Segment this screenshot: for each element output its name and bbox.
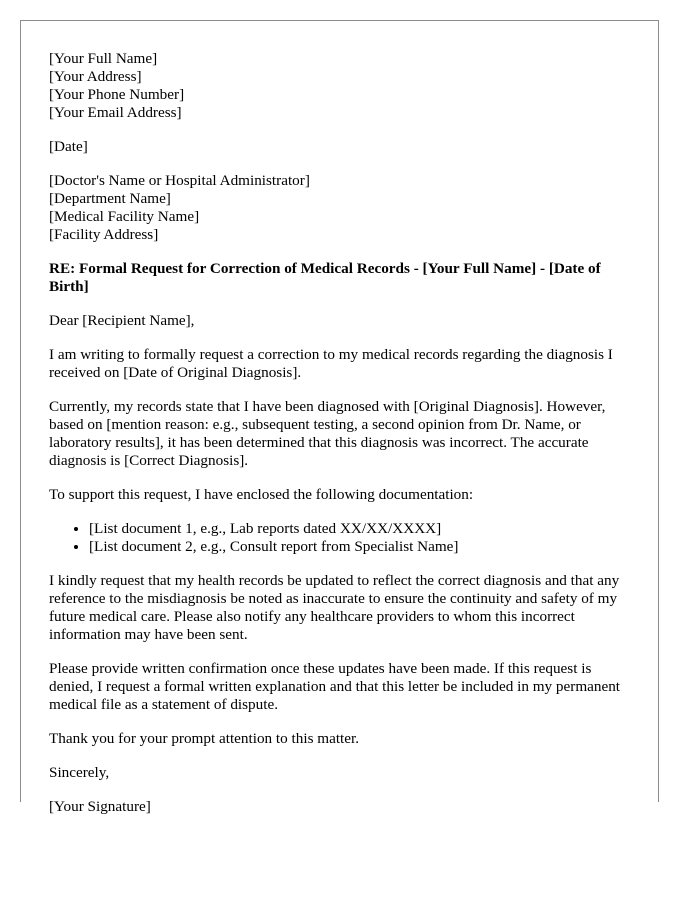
sender-name: [Your Full Name] — [49, 50, 158, 67]
body-paragraph-6: Thank you for your prompt attention to this matter. — [49, 730, 360, 747]
body-paragraph-4: I kindly request that my health records be updated to reflect the correct diagnosis and that any reference to the misdiagnosis be noted as inaccurate to ensure the continuity and safety of my future medical care. Please also notify any healthcare providers to whom this incorrect information may have been sent. — [49, 572, 620, 643]
body-paragraph-5: Please provide written confirmation once these updates have been made. If this request is denied, I request a formal written explanation and that this letter be included in my permanent medical file as a statement of dispute. — [49, 660, 621, 713]
body-paragraph-2: Currently, my records state that I have been diagnosed with [Original Diagnosis]. However, based on [mention reason: e.g., subsequent testing, a second opinion from Dr. Name, or laboratory results], it has been determined that this diagnosis was incorrect. The accurate diagnosis is [Correct Diagnosis]. — [49, 398, 606, 469]
recipient-name: [Doctor's Name or Hospital Administrator] — [49, 172, 310, 189]
documents-list — [49, 520, 639, 556]
letter-content — [49, 50, 639, 832]
body-paragraph-1: I am writing to formally request a correction to my medical records regarding the diagnosis I received on [Date of Original Diagnosis]. — [49, 346, 613, 381]
salutation: Dear [Recipient Name], — [49, 312, 195, 329]
recipient-department: [Department Name] — [49, 190, 171, 207]
recipient-facility: [Medical Facility Name] — [49, 208, 200, 225]
sender-email: [Your Email Address] — [49, 104, 182, 121]
body-paragraph-3: To support this request, I have enclosed the following documentation: — [49, 486, 474, 503]
list-item: • [List document 2, e.g., Consult report from Specialist Name] — [89, 538, 639, 556]
signature: [Your Signature] — [49, 798, 151, 815]
sender-address: [Your Address] — [49, 68, 142, 85]
subject-line: RE: Formal Request for Correction of Medical Records - [Your Full Name] - [Date of Birth] — [49, 260, 601, 295]
sender-block — [49, 50, 639, 122]
list-item: • [List document 1, e.g., Lab reports dated XX/XX/XXXX] — [89, 520, 639, 538]
letter-date: [Date] — [49, 138, 88, 155]
letter-page — [20, 20, 659, 815]
recipient-address: [Facility Address] — [49, 226, 159, 243]
recipient-block — [49, 172, 639, 244]
closing: Sincerely, — [49, 764, 110, 781]
sender-phone: [Your Phone Number] — [49, 86, 185, 103]
